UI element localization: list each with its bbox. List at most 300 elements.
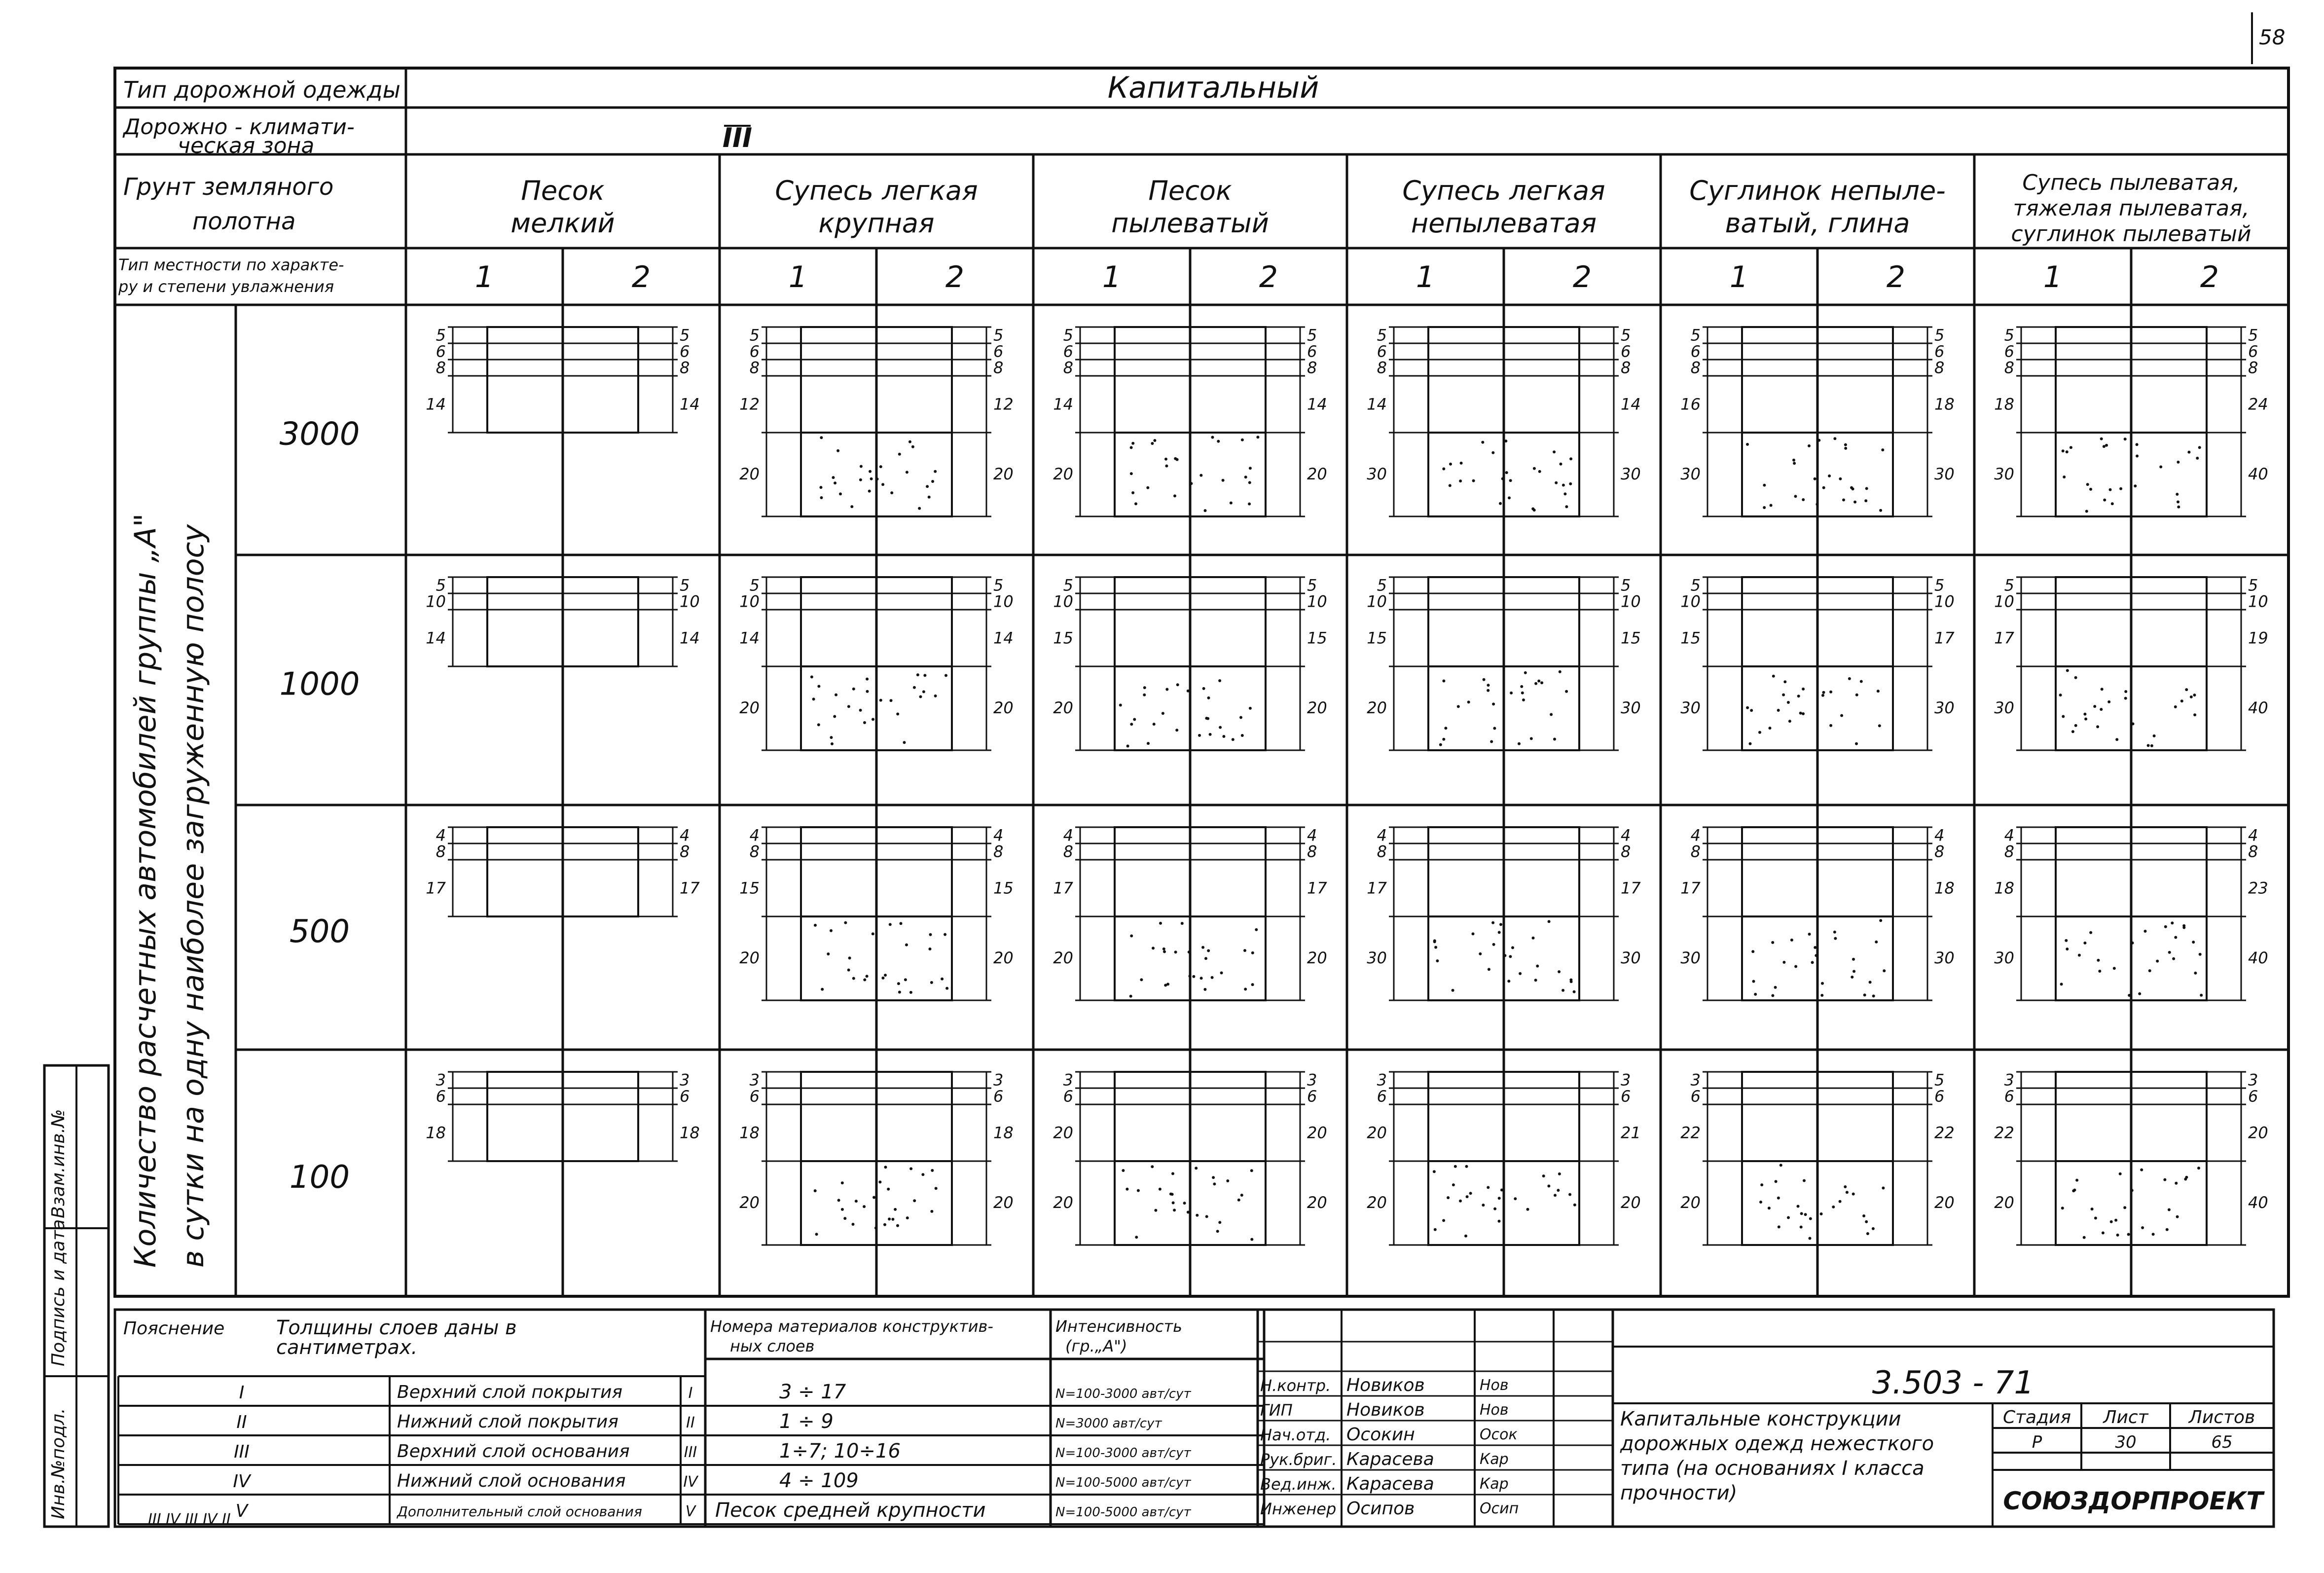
sand-speckle xyxy=(1487,1186,1489,1189)
sand-speckle xyxy=(1162,948,1165,951)
sand-speckle xyxy=(1436,959,1439,962)
layer-thickness: 8 xyxy=(993,842,1004,861)
sand-speckle xyxy=(913,1199,916,1202)
signature-name: Осокин xyxy=(1346,1425,1415,1445)
terrain-label: ру и степени увлажнения xyxy=(118,277,334,296)
sand-speckle xyxy=(2177,501,2179,504)
layer-thickness: 4 xyxy=(1934,826,1945,845)
layer-thickness: 14 xyxy=(426,395,446,414)
sheet-number: 58 xyxy=(2259,25,2286,49)
sand-speckle xyxy=(1553,738,1556,741)
layer-thickness: 15 xyxy=(739,878,760,898)
sand-speckle xyxy=(1563,492,1566,495)
legend-strip: III IV III IV II xyxy=(148,1511,231,1528)
soil-header: крупная xyxy=(818,208,935,239)
layer-thickness: 40 xyxy=(2248,1193,2268,1212)
sand-speckle xyxy=(1751,950,1754,953)
layer-thickness: 5 xyxy=(2004,326,2014,345)
sand-speckle xyxy=(1526,1208,1529,1211)
sand-speckle xyxy=(898,990,901,993)
sand-speckle xyxy=(852,1223,855,1226)
sand-speckle xyxy=(1775,1180,1778,1183)
layer-thickness: 30 xyxy=(1934,949,1955,967)
layer-thickness: 20 xyxy=(1934,1193,1955,1212)
sand-speckle xyxy=(2115,738,2118,741)
sand-speckle xyxy=(2171,921,2174,924)
layer-thickness: 6 xyxy=(1377,342,1387,361)
sand-speckle xyxy=(1493,1207,1496,1210)
traffic-value: 3000 xyxy=(279,416,360,453)
sand-speckle xyxy=(1172,1202,1175,1205)
sand-speckle xyxy=(1507,980,1510,983)
terrain-type: 1 xyxy=(2043,260,2063,294)
sand-speckle xyxy=(906,471,908,474)
layer-thickness: 6 xyxy=(1307,1087,1317,1106)
layer-thickness: 4 xyxy=(1377,826,1387,845)
sand-speckle xyxy=(1555,481,1558,484)
sand-speckle xyxy=(888,1217,891,1220)
layer-thickness: 8 xyxy=(1934,842,1945,861)
sand-speckle xyxy=(906,1216,909,1219)
sand-speckle xyxy=(2114,1219,2117,1222)
sand-speckle xyxy=(2174,705,2177,708)
sand-speckle xyxy=(872,718,874,721)
sand-speckle xyxy=(1169,1193,1172,1196)
sand-speckle xyxy=(2102,1232,2105,1235)
sand-speckle xyxy=(1434,1228,1437,1231)
sand-speckle xyxy=(1872,994,1875,997)
layer-thickness: 14 xyxy=(1621,395,1641,414)
layer-thickness: 10 xyxy=(739,592,760,611)
sand-speckle xyxy=(1490,740,1493,743)
sand-speckle xyxy=(1147,742,1150,745)
sand-speckle xyxy=(935,1187,938,1190)
traffic-value: 500 xyxy=(289,914,350,950)
legend-explanation: Пояснение xyxy=(123,1318,225,1339)
sand-speckle xyxy=(1472,932,1475,935)
sand-speckle xyxy=(1542,1174,1545,1177)
sand-speckle xyxy=(1137,1189,1140,1192)
layer-thickness: 4 xyxy=(2004,826,2014,845)
sand-speckle xyxy=(1240,1194,1243,1197)
legend-note: сантиметрах. xyxy=(276,1336,418,1359)
layer-thickness: 14 xyxy=(993,628,1014,648)
sand-speckle xyxy=(1175,729,1178,732)
layer-thickness: 10 xyxy=(1994,592,2014,611)
layer-thickness: 17 xyxy=(426,878,446,898)
sand-speckle xyxy=(1133,718,1136,721)
sand-speckle xyxy=(1562,484,1565,487)
sand-speckle xyxy=(941,978,944,981)
sand-speckle xyxy=(881,977,884,980)
sand-speckle xyxy=(1777,709,1780,712)
sand-speckle xyxy=(2119,487,2122,490)
layer-thickness: 5 xyxy=(1690,576,1701,595)
layer-thickness: 8 xyxy=(1934,358,1945,377)
sand-speckle xyxy=(1533,509,1536,512)
sand-speckle xyxy=(1498,1197,1501,1200)
sand-speckle xyxy=(847,705,850,708)
sand-speckle xyxy=(879,465,882,468)
sand-speckle xyxy=(1255,928,1258,931)
legend-intensity-header: (гр.„А") xyxy=(1065,1337,1127,1355)
sand-speckle xyxy=(872,932,874,935)
sand-speckle xyxy=(1187,1211,1190,1214)
sand-speckle xyxy=(2177,506,2180,509)
sand-speckle xyxy=(2172,957,2175,960)
sand-speckle xyxy=(2180,699,2183,702)
sand-speckle xyxy=(834,481,836,484)
sand-speckle xyxy=(905,944,908,947)
layer-thickness: 20 xyxy=(1307,1193,1327,1212)
layer-thickness: 20 xyxy=(993,949,1014,967)
sand-speckle xyxy=(883,1223,886,1226)
sand-speckle xyxy=(1472,479,1475,482)
sand-speckle xyxy=(1442,680,1445,683)
sand-speckle xyxy=(1457,705,1460,708)
layer-thickness: 18 xyxy=(1934,878,1955,898)
signature-role: ГИП xyxy=(1260,1401,1293,1420)
sand-speckle xyxy=(1882,1187,1885,1190)
sand-speckle xyxy=(929,948,932,951)
sand-speckle xyxy=(1793,462,1796,465)
sand-speckle xyxy=(1530,737,1533,740)
signature-role: Инженер xyxy=(1260,1500,1337,1518)
sand-speckle xyxy=(2062,715,2065,718)
sand-speckle xyxy=(1770,504,1773,507)
main-table-frame xyxy=(115,68,2288,1296)
sand-speckle xyxy=(2192,941,2195,944)
signature-role: Н.контр. xyxy=(1260,1376,1331,1395)
soil-label: Грунт земляного xyxy=(123,173,334,201)
sand-speckle xyxy=(1199,474,1202,477)
sand-speckle xyxy=(934,695,937,697)
sand-speckle xyxy=(1195,1167,1198,1170)
signature-role: Нач.отд. xyxy=(1260,1426,1331,1444)
sand-speckle xyxy=(1809,1217,1812,1220)
layer-thickness: 20 xyxy=(739,949,760,967)
sand-speckle xyxy=(1833,437,1836,440)
legend-intensity: N=100-5000 авт/сут xyxy=(1055,1505,1191,1520)
signature-name: Осипов xyxy=(1346,1499,1415,1519)
sand-speckle xyxy=(1213,1182,1216,1185)
sand-speckle xyxy=(2168,1208,2171,1211)
sand-speckle xyxy=(1814,477,1816,480)
layer-thickness: 18 xyxy=(993,1123,1014,1142)
sand-speckle xyxy=(1534,682,1537,685)
sand-speckle xyxy=(872,1196,875,1199)
sand-speckle xyxy=(1207,949,1210,952)
sand-speckle xyxy=(1853,501,1856,504)
sand-speckle xyxy=(1449,463,1452,466)
sand-speckle xyxy=(2174,936,2177,939)
legend-roman: III xyxy=(234,1442,250,1462)
sand-speckle xyxy=(1768,1207,1771,1209)
climate-zone-label: ческая зона xyxy=(178,133,315,158)
sand-speckle xyxy=(1159,922,1162,925)
sand-speckle xyxy=(2066,669,2069,672)
sheet-label: Лист xyxy=(2103,1407,2148,1427)
organization-name: СОЮЗДОРПРОЕКТ xyxy=(2003,1487,2263,1515)
layer-thickness: 20 xyxy=(1307,949,1327,967)
layer-thickness: 5 xyxy=(1621,576,1631,595)
sand-speckle xyxy=(1814,946,1816,949)
sand-speckle xyxy=(1547,1185,1550,1188)
sand-speckle xyxy=(2105,444,2108,447)
layer-thickness: 8 xyxy=(1690,842,1701,861)
sand-speckle xyxy=(1444,727,1447,730)
sand-speckle xyxy=(1788,720,1791,723)
sand-speckle xyxy=(928,496,931,499)
sand-speckle xyxy=(1454,1165,1457,1168)
sand-speckle xyxy=(2083,713,2086,716)
layer-thickness: 5 xyxy=(2248,326,2258,345)
sand-speckle xyxy=(1782,694,1785,696)
sand-speckle xyxy=(2150,744,2153,747)
sand-speckle xyxy=(931,480,934,483)
sand-speckle xyxy=(833,715,836,718)
terrain-type: 2 xyxy=(1259,260,1278,294)
sand-speckle xyxy=(1851,976,1853,979)
layer-thickness: 8 xyxy=(1307,358,1317,377)
sand-speckle xyxy=(1200,977,1203,980)
sand-speckle xyxy=(1164,984,1167,987)
layer-thickness: 6 xyxy=(1690,342,1701,361)
sand-speckle xyxy=(944,933,946,936)
signature-mark: Кар xyxy=(1480,1475,1509,1493)
sand-speckle xyxy=(903,741,906,744)
layer-thickness: 14 xyxy=(1053,395,1073,414)
sand-speckle xyxy=(884,1166,887,1169)
sand-speckle xyxy=(889,923,892,926)
sand-speckle xyxy=(1256,436,1259,439)
sand-speckle xyxy=(890,491,893,494)
sand-speckle xyxy=(1509,479,1512,482)
signature-role: Вед.инж. xyxy=(1260,1475,1337,1494)
layer-thickness: 20 xyxy=(1367,698,1387,717)
sand-speckle xyxy=(1816,503,1818,506)
margin-label: Подпись и дата xyxy=(48,1219,69,1366)
layer-thickness: 17 xyxy=(1053,878,1073,898)
sand-speckle xyxy=(839,492,842,495)
sand-speckle xyxy=(1442,1219,1445,1222)
sand-speckle xyxy=(1521,692,1524,695)
sand-speckle xyxy=(2094,1217,2097,1220)
layer-thickness: 12 xyxy=(739,395,760,414)
traffic-value: 100 xyxy=(289,1159,350,1196)
legend-intensity: N=100-5000 авт/сут xyxy=(1055,1475,1191,1490)
terrain-type: 2 xyxy=(631,260,651,294)
layer-thickness: 6 xyxy=(993,342,1004,361)
sand-speckle xyxy=(1844,443,1847,446)
sand-speckle xyxy=(1449,484,1452,487)
layer-thickness: 8 xyxy=(436,358,446,377)
legend-layer-name: Дополнительный слой основания xyxy=(397,1503,642,1520)
terrain-type: 1 xyxy=(474,260,494,294)
sand-speckle xyxy=(922,690,925,693)
layer-thickness: 22 xyxy=(1934,1123,1955,1142)
sand-speckle xyxy=(1772,675,1775,678)
layer-thickness: 10 xyxy=(1367,592,1387,611)
sand-speckle xyxy=(1130,934,1133,937)
sand-speckle xyxy=(1777,1197,1780,1200)
climate-zone-value: III xyxy=(722,122,753,153)
sand-speckle xyxy=(884,974,887,977)
soil-header: Песок xyxy=(521,175,605,206)
sand-speckle xyxy=(2097,959,2100,962)
sand-speckle xyxy=(1239,716,1242,719)
sand-speckle xyxy=(1152,947,1155,950)
layer-thickness: 14 xyxy=(680,395,700,414)
layer-thickness: 5 xyxy=(749,326,760,345)
sand-speckle xyxy=(1869,981,1872,984)
sand-speckle xyxy=(1809,1237,1812,1240)
soil-header: суглинок пылеватый xyxy=(2011,221,2251,247)
sand-speckle xyxy=(1750,709,1753,712)
layer-thickness: 20 xyxy=(1367,1123,1387,1142)
layer-thickness: 8 xyxy=(1377,842,1387,861)
sand-speckle xyxy=(2138,992,2141,995)
layer-thickness: 18 xyxy=(739,1123,760,1142)
sand-speckle xyxy=(1226,1179,1229,1182)
layer-thickness: 4 xyxy=(749,826,760,845)
layer-thickness: 22 xyxy=(1680,1123,1701,1142)
sand-speckle xyxy=(1459,1200,1462,1203)
signature-name: Новиков xyxy=(1346,1375,1425,1395)
sand-speckle xyxy=(2110,1220,2113,1223)
sand-speckle xyxy=(2100,708,2103,711)
sand-speckle xyxy=(1153,439,1156,442)
sheets-value: 65 xyxy=(2211,1432,2233,1452)
sand-speckle xyxy=(1514,1197,1517,1200)
layer-thickness: 30 xyxy=(1680,465,1701,483)
sand-speckle xyxy=(2113,967,2116,970)
pavement-type-value: Капитальный xyxy=(1107,71,1319,105)
sand-speckle xyxy=(2164,925,2167,928)
layer-thickness: 18 xyxy=(680,1123,700,1142)
layer-thickness: 4 xyxy=(1307,826,1317,845)
sand-speckle xyxy=(1230,502,1233,505)
sand-speckle xyxy=(1244,988,1247,990)
sand-speckle xyxy=(1821,982,1824,985)
sand-speckle xyxy=(1852,958,1855,961)
layer-thickness: 4 xyxy=(1621,826,1631,845)
sand-speckle xyxy=(817,723,820,726)
layer-thickness: 17 xyxy=(1934,628,1955,648)
sand-speckle xyxy=(2103,445,2106,448)
sand-speckle xyxy=(1482,1204,1485,1207)
sand-speckle xyxy=(1537,680,1540,683)
sand-speckle xyxy=(1249,467,1252,470)
sand-speckle xyxy=(1848,677,1851,680)
sand-speckle xyxy=(1459,479,1462,482)
sand-speckle xyxy=(863,721,866,724)
sand-speckle xyxy=(1787,701,1790,704)
sand-speckle xyxy=(1875,941,1878,944)
sand-speckle xyxy=(2083,1236,2086,1239)
layer-thickness: 30 xyxy=(1680,698,1701,717)
sand-speckle xyxy=(2148,969,2151,972)
sand-speckle xyxy=(859,709,862,712)
sand-speckle xyxy=(1466,1195,1469,1198)
layer-thickness: 8 xyxy=(749,842,760,861)
signature-role: Рук.бриг. xyxy=(1260,1450,1337,1469)
sand-speckle xyxy=(1862,1214,1865,1217)
sand-speckle xyxy=(863,1205,866,1208)
layer-thickness: 30 xyxy=(1934,465,1955,483)
sand-speckle xyxy=(1550,713,1553,716)
layer-thickness: 5 xyxy=(436,326,446,345)
sand-speckle xyxy=(1243,949,1246,952)
sand-speckle xyxy=(1183,1202,1186,1205)
sand-speckle xyxy=(827,952,830,955)
sand-speckle xyxy=(1491,451,1494,454)
sand-speckle xyxy=(1865,1220,1868,1223)
layer-thickness: 30 xyxy=(1621,949,1641,967)
sand-speckle xyxy=(1771,994,1774,997)
sand-speckle xyxy=(1820,994,1823,997)
sand-speckle xyxy=(1518,742,1521,745)
layer-thickness: 5 xyxy=(2248,576,2258,595)
sand-speckle xyxy=(1181,922,1184,925)
layer-thickness: 17 xyxy=(1307,878,1327,898)
layer-thickness: 3 xyxy=(993,1070,1004,1090)
legend-materials-header: Номера материалов конструктив- xyxy=(710,1317,993,1336)
sand-speckle xyxy=(1846,1191,1849,1194)
sand-speckle xyxy=(2124,697,2127,700)
legend-layer-number: III xyxy=(684,1444,697,1461)
sand-speckle xyxy=(2074,724,2077,727)
sand-speckle xyxy=(1821,694,1824,697)
legend-layer-name: Верхний слой покрытия xyxy=(397,1382,623,1402)
sand-speckle xyxy=(830,736,833,739)
layer-thickness: 3 xyxy=(1063,1070,1073,1090)
sand-speckle xyxy=(1498,931,1501,934)
sand-speckle xyxy=(1131,442,1134,445)
sand-speckle xyxy=(909,991,912,994)
sand-speckle xyxy=(1479,952,1482,955)
sand-speckle xyxy=(831,742,834,745)
sand-speckle xyxy=(1433,940,1436,943)
sand-speckle xyxy=(1503,954,1506,957)
sand-speckle xyxy=(1548,920,1551,923)
layer-thickness: 10 xyxy=(1934,592,1955,611)
layer-thickness: 6 xyxy=(1621,1087,1631,1106)
sand-speckle xyxy=(1509,955,1512,958)
soil-header: ватый, глина xyxy=(1725,208,1910,239)
sand-speckle xyxy=(896,1224,899,1227)
sand-speckle xyxy=(2187,451,2190,454)
sand-speckle xyxy=(1538,470,1541,473)
sand-speckle xyxy=(2107,700,2110,703)
layer-thickness: 15 xyxy=(1307,628,1327,648)
sand-speckle xyxy=(1204,957,1207,960)
layer-thickness: 20 xyxy=(1053,698,1073,717)
layer-thickness: 15 xyxy=(1680,628,1701,648)
layer-thickness: 17 xyxy=(1367,878,1387,898)
layer-thickness: 5 xyxy=(2004,576,2014,595)
layer-thickness: 6 xyxy=(680,1087,690,1106)
sand-speckle xyxy=(1192,975,1195,978)
terrain-type: 1 xyxy=(1102,260,1122,294)
climate-zone-label: Дорожно - климати- xyxy=(123,114,355,140)
layer-thickness: 6 xyxy=(1307,342,1317,361)
sand-speckle xyxy=(1769,727,1772,730)
sand-speckle xyxy=(1447,1196,1450,1199)
layer-thickness: 15 xyxy=(1053,628,1073,648)
sand-speckle xyxy=(836,449,839,452)
sand-speckle xyxy=(1442,468,1445,471)
